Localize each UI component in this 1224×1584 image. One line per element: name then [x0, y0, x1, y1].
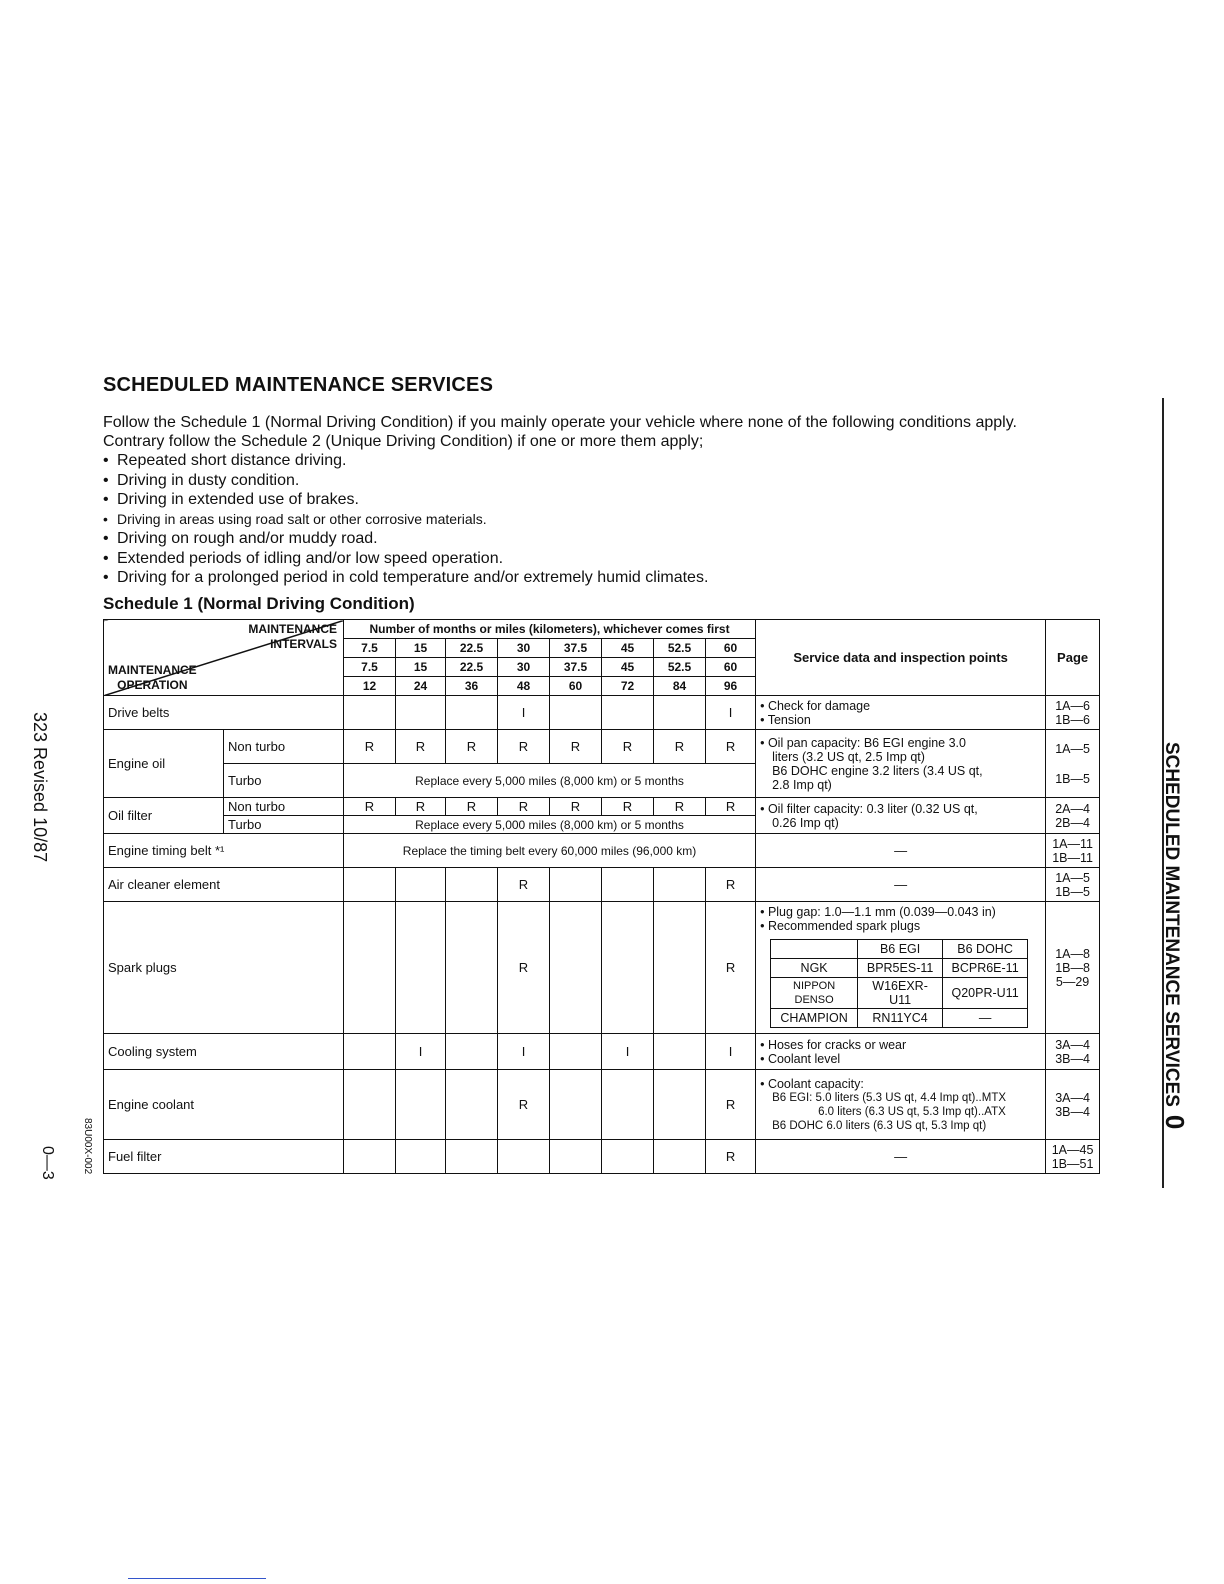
- table-row: CHAMPION RN11YC4 —: [771, 1009, 1028, 1028]
- service-data: • Hoses for cracks or wear • Coolant level: [756, 1034, 1046, 1070]
- schedule-mark: R: [498, 902, 550, 1034]
- interval-header: Number of months or miles (kilometers), whichever comes first: [344, 620, 756, 639]
- page-ref: 1A—8 1B—8 5—29: [1046, 902, 1100, 1034]
- schedule-mark: R: [706, 902, 756, 1034]
- miles-value: 60: [706, 658, 756, 677]
- operation-oil-filter: Oil filter: [104, 798, 224, 834]
- service-data-header: Service data and inspection points: [756, 620, 1046, 696]
- table-row: [104, 1034, 1100, 1070]
- document-code: 83U00X-002: [82, 1118, 93, 1175]
- intro-section: [103, 413, 1103, 588]
- table-row: [104, 834, 1100, 868]
- km-value: 60: [550, 677, 602, 696]
- schedule-mark: I: [498, 1034, 550, 1070]
- schedule-mark: R: [706, 868, 756, 902]
- list-item: • Repeated short distance driving.: [103, 452, 347, 469]
- schedule-mark: I: [706, 696, 756, 730]
- page-ref: 3A—4 3B—4: [1046, 1070, 1100, 1140]
- miles-value: 30: [498, 658, 550, 677]
- months-value: 30: [498, 639, 550, 658]
- table-row: NIPPON DENSO W16EXR-U11 Q20PR-U11: [771, 978, 1028, 1009]
- header-corner-cell: [104, 620, 344, 696]
- km-value: 12: [344, 677, 396, 696]
- section-tab: [1159, 742, 1190, 1129]
- intro-line-1: Follow the Schedule 1 (Normal Driving Condition) if you mainly operate your vehicle where none of the following conditions apply.: [103, 414, 1017, 431]
- schedule-mark: R: [706, 1070, 756, 1140]
- months-value: 60: [706, 639, 756, 658]
- schedule-mark: R: [602, 730, 654, 764]
- bottom-rule: [128, 1578, 266, 1579]
- schedule-mark: R: [654, 798, 706, 816]
- section-number: 0: [1160, 1114, 1190, 1130]
- turbo-replace-note: Replace every 5,000 miles (8,000 km) or 5 months: [344, 764, 756, 798]
- spark-plug-table: B6 EGI B6 DOHC NGK BPR5ES-11 BCPR6E-11 NIPPON DENSO W16EXR-U11 Q20PR-U11 CHAMPION RN11YC4 —: [770, 939, 1028, 1028]
- miles-value: 52.5: [654, 658, 706, 677]
- list-item: • Driving for a prolonged period in cold temperature and/or extremely humid climates.: [103, 569, 709, 586]
- intro-line-2: Contrary follow the Schedule 2 (Unique Driving Condition) if one or more them apply;: [103, 433, 704, 450]
- service-data: • Check for damage • Tension: [756, 696, 1046, 730]
- schedule-mark: R: [654, 730, 706, 764]
- km-value: 24: [396, 677, 446, 696]
- service-data: —: [756, 834, 1046, 868]
- schedule-mark: R: [396, 798, 446, 816]
- km-value: 96: [706, 677, 756, 696]
- timing-belt-note: Replace the timing belt every 60,000 miles (96,000 km): [344, 834, 756, 868]
- service-data: • Oil filter capacity: 0.3 liter (0.32 US qt, 0.26 Imp qt): [756, 798, 1046, 834]
- miles-value: 15: [396, 658, 446, 677]
- maintenance-schedule-table: [103, 619, 1100, 1174]
- months-value: 45: [602, 639, 654, 658]
- page-ref: 2A—4 2B—4: [1046, 798, 1100, 834]
- page-ref: 1A—5 1B—5: [1046, 868, 1100, 902]
- page-ref: 1A—6 1B—6: [1046, 696, 1100, 730]
- list-item: • Driving on rough and/or muddy road.: [103, 530, 378, 547]
- months-value: 52.5: [654, 639, 706, 658]
- page-number: 0—3: [39, 1146, 56, 1180]
- schedule-mark: R: [706, 730, 756, 764]
- table-row: [104, 1070, 1100, 1140]
- schedule-mark: R: [550, 730, 602, 764]
- page-ref: 1A—11 1B—11: [1046, 834, 1100, 868]
- conditions-list: [103, 451, 1103, 588]
- schedule-mark: R: [498, 798, 550, 816]
- service-data: • Coolant capacity: B6 EGI: 5.0 liters (5.3 US qt, 4.4 Imp qt)..MTX 6.0 liters (6.3 US qt, 5.3 Imp qt)..ATX B6 DOHC 6.0 liters (6.3 US qt, 5.3 Imp qt): [756, 1070, 1046, 1140]
- table-row: [104, 868, 1100, 902]
- service-data: —: [756, 1140, 1046, 1174]
- schedule-mark: R: [498, 868, 550, 902]
- schedule-mark: R: [344, 798, 396, 816]
- operation-spark-plugs: Spark plugs: [104, 902, 344, 1034]
- maintenance-operation-label: MAINTENANCE OPERATION: [108, 663, 197, 692]
- list-item: • Driving in extended use of brakes.: [103, 491, 359, 508]
- page-header: Page: [1046, 620, 1100, 696]
- months-value: 22.5: [446, 639, 498, 658]
- variant-turbo: Turbo: [224, 816, 344, 834]
- page-ref: 1A—5 1B—5: [1046, 730, 1100, 798]
- operation-engine-oil: Engine oil: [104, 730, 224, 798]
- schedule-mark: I: [602, 1034, 654, 1070]
- schedule-mark: R: [550, 798, 602, 816]
- km-value: 48: [498, 677, 550, 696]
- schedule-mark: I: [498, 696, 550, 730]
- schedule-mark: R: [446, 730, 498, 764]
- table-row: [104, 696, 1100, 730]
- variant-turbo: Turbo: [224, 764, 344, 798]
- schedule-mark: R: [602, 798, 654, 816]
- table-row: [104, 1140, 1100, 1174]
- table-row: [104, 798, 1100, 816]
- schedule-mark: R: [498, 730, 550, 764]
- service-data: • Plug gap: 1.0—1.1 mm (0.039—0.043 in) • Recommended spark plugs B6 EGI B6 DOHC NGK BPR5ES-11 BCPR6E-11 NIPPON DENSO W16EXR-U11 Q20PR-U11 CHAMPION RN11YC4 —: [756, 902, 1046, 1034]
- km-value: 72: [602, 677, 654, 696]
- section-tab-label: SCHEDULED MAINTENANCE SERVICES: [1161, 742, 1182, 1107]
- table-row: [104, 730, 1100, 764]
- schedule-mark: R: [396, 730, 446, 764]
- schedule-mark: R: [706, 798, 756, 816]
- schedule-mark: R: [706, 1140, 756, 1174]
- months-value: 7.5: [344, 639, 396, 658]
- schedule-mark: R: [344, 730, 396, 764]
- schedule-title: Schedule 1 (Normal Driving Condition): [103, 594, 415, 613]
- operation-drive-belts: Drive belts: [104, 696, 344, 730]
- operation-fuel-filter: Fuel filter: [104, 1140, 344, 1174]
- miles-value: 45: [602, 658, 654, 677]
- schedule-mark: R: [498, 1070, 550, 1140]
- service-data: • Oil pan capacity: B6 EGI engine 3.0 liters (3.2 US qt, 2.5 Imp qt) B6 DOHC engine 3.2 liters (3.4 US qt, 2.8 Imp qt): [756, 730, 1046, 798]
- operation-air-cleaner: Air cleaner element: [104, 868, 344, 902]
- operation-engine-coolant: Engine coolant: [104, 1070, 344, 1140]
- header-row: [104, 620, 1100, 639]
- table-row: [104, 902, 1100, 1034]
- list-item: • Driving in areas using road salt or other corrosive materials.: [103, 510, 487, 527]
- maintenance-intervals-label: MAINTENANCE INTERVALS: [248, 622, 337, 651]
- page-ref: 3A—4 3B—4: [1046, 1034, 1100, 1070]
- schedule-mark: I: [396, 1034, 446, 1070]
- table-row: NGK BPR5ES-11 BCPR6E-11: [771, 959, 1028, 978]
- variant-non-turbo: Non turbo: [224, 798, 344, 816]
- km-value: 36: [446, 677, 498, 696]
- miles-value: 7.5: [344, 658, 396, 677]
- months-value: 15: [396, 639, 446, 658]
- months-value: 37.5: [550, 639, 602, 658]
- turbo-replace-note: Replace every 5,000 miles (8,000 km) or 5 months: [344, 816, 756, 834]
- list-item: • Driving in dusty condition.: [103, 471, 300, 489]
- miles-value: 22.5: [446, 658, 498, 677]
- schedule-mark: I: [706, 1034, 756, 1070]
- operation-cooling-system: Cooling system: [104, 1034, 344, 1070]
- variant-non-turbo: Non turbo: [224, 730, 344, 764]
- page-title: SCHEDULED MAINTENANCE SERVICES: [103, 374, 494, 396]
- schedule-mark: R: [446, 798, 498, 816]
- service-data: —: [756, 868, 1046, 902]
- revision-note: 323 Revised 10/87: [30, 712, 50, 863]
- page-ref: 1A—45 1B—51: [1046, 1140, 1100, 1174]
- list-item: • Extended periods of idling and/or low speed operation.: [103, 549, 504, 567]
- operation-timing-belt: Engine timing belt *¹: [104, 834, 344, 868]
- miles-value: 37.5: [550, 658, 602, 677]
- km-value: 84: [654, 677, 706, 696]
